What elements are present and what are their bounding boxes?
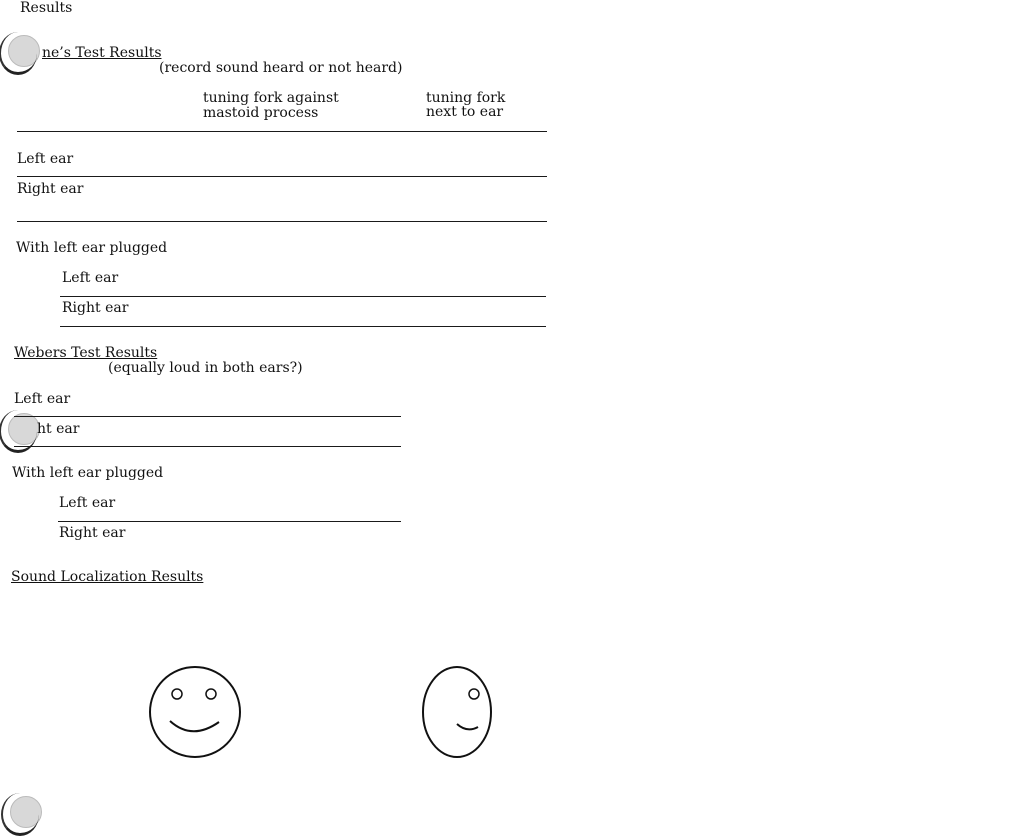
- punch-hole-bottom: [10, 796, 42, 828]
- rinne-col1-header-line2: mastoid process: [203, 105, 319, 121]
- rinne-right-ear-line: [17, 221, 547, 222]
- front-face-outline: [150, 667, 240, 757]
- side-face-outline: [423, 667, 491, 757]
- weber-plugged-right-label: Right ear: [59, 525, 126, 541]
- punch-hole-middle: [8, 413, 40, 445]
- weber-title: Webers Test Results: [14, 345, 158, 361]
- rinne-plugged-left-line: [60, 296, 546, 297]
- weber-left-ear-line: [14, 416, 401, 417]
- rinne-subtitle: (record sound heard or not heard): [159, 60, 403, 76]
- page-header: Results: [20, 0, 73, 16]
- front-face-left-eye: [172, 689, 182, 699]
- rinne-col1-header-line1: tuning fork against: [203, 90, 339, 106]
- rinne-col2-header-line2: next to ear: [426, 104, 504, 120]
- rinne-plugged-right-line: [60, 326, 546, 327]
- rinne-left-ear-label: Left ear: [17, 151, 74, 167]
- weber-right-ear-line: [14, 446, 401, 447]
- rinne-title: ne’s Test Results: [42, 45, 162, 61]
- weber-plugged-heading: With left ear plugged: [12, 465, 164, 481]
- weber-right-ear-label: ht ear: [37, 421, 80, 437]
- side-face-eye: [469, 689, 479, 699]
- rinne-right-ear-label: Right ear: [17, 181, 84, 197]
- side-face-drawing: [419, 663, 495, 759]
- punch-hole-top: [8, 35, 40, 67]
- rinne-left-ear-line: [17, 176, 547, 177]
- localization-title: Sound Localization Results: [11, 569, 204, 585]
- front-face-right-eye: [206, 689, 216, 699]
- rinne-plugged-heading: With left ear plugged: [16, 240, 168, 256]
- rinne-col2-header-line1: tuning fork: [426, 90, 506, 106]
- weber-plugged-left-label: Left ear: [59, 495, 116, 511]
- rinne-plugged-left-label: Left ear: [62, 270, 119, 286]
- weber-left-ear-label: Left ear: [14, 391, 71, 407]
- weber-subtitle: (equally loud in both ears?): [108, 360, 303, 376]
- front-face-drawing: [146, 663, 246, 759]
- front-face-smile: [170, 721, 219, 731]
- side-face-smile: [457, 724, 478, 729]
- rinne-header-rule: [17, 131, 547, 132]
- weber-plugged-left-line: [58, 521, 401, 522]
- rinne-plugged-right-label: Right ear: [62, 300, 129, 316]
